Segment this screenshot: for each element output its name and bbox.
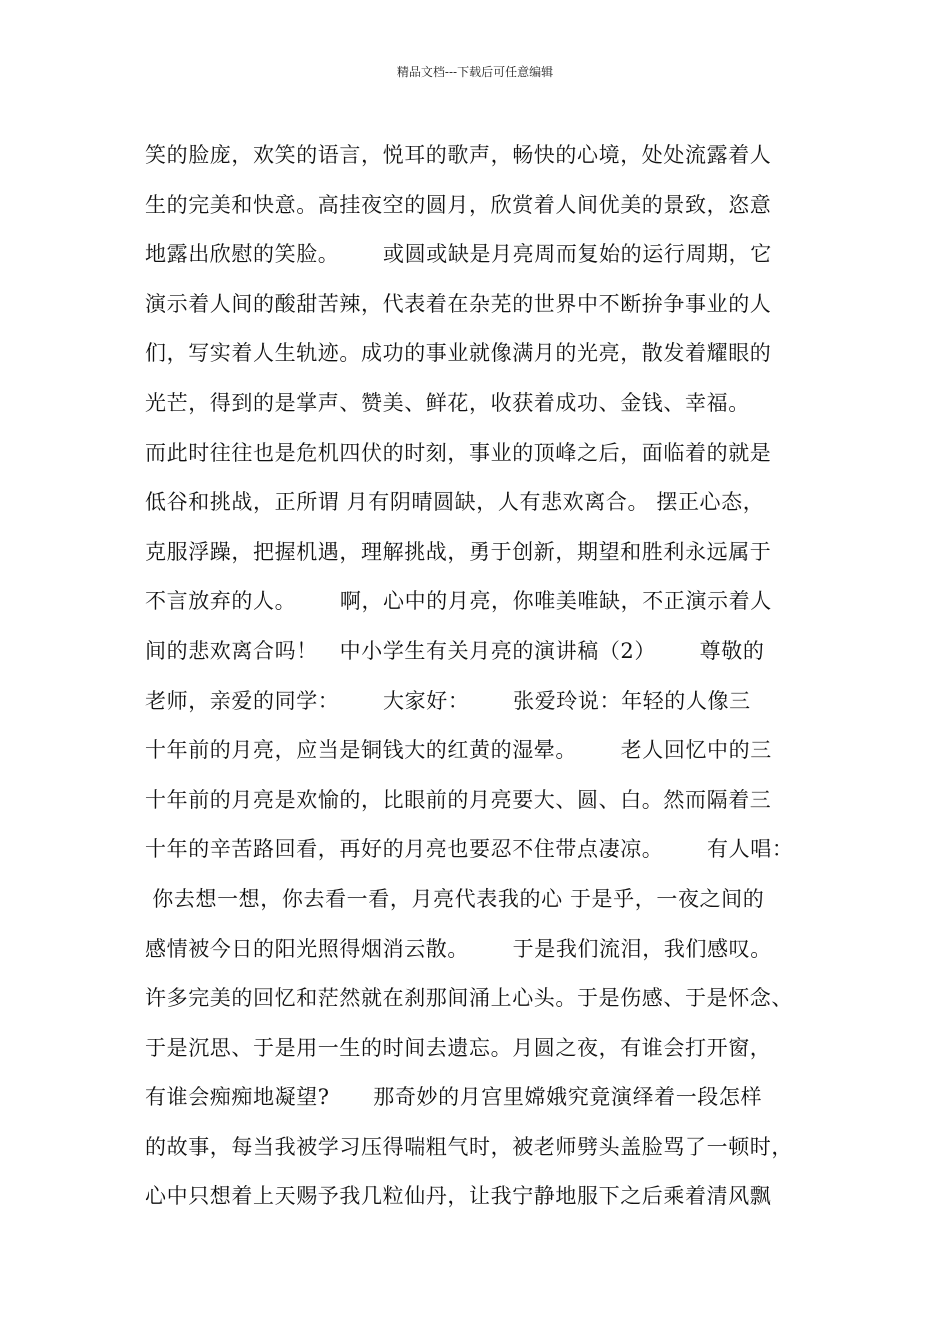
text-line: 克服浮躁，把握机遇，理解挑战，勇于创新，期望和胜利永远属于 [145,539,772,564]
text-line: 低谷和挑战，正所谓 月有阴晴圆缺，人有悲欢离合。 摆正心态， [145,490,765,515]
body-text [145,131,845,1222]
text-line: 十年前的月亮，应当是铜钱大的红黄的湿晕。 老人回忆中的三 [145,738,772,763]
text-line: 地露出欣慰的笑脸。 或圆或缺是月亮周而复始的运行周期，它 [145,242,772,267]
text-line: 不言放弃的人。 啊，心中的月亮，你唯美唯缺，不正演示着人 [145,589,772,614]
text-line: 间的悲欢离合吗！ 中小学生有关月亮的演讲稿（2） 尊敬的 [145,638,765,663]
text-line: 十年前的月亮是欢愉的，比眼前的月亮要大、圆、白。然而隔着三 [145,787,772,812]
text-line: 演示着人间的酸甜苦辣，代表着在杂芜的世界中不断拚争事业的人 [145,291,772,316]
text-line: 你去想一想，你去看一看，月亮代表我的心 于是乎，一夜之间的 [145,886,765,911]
text-line: 老师，亲爱的同学： 大家好： 张爱玲说：年轻的人像三 [145,688,751,713]
text-line: 生的完美和快意。高挂夜空的圆月，欣赏着人间优美的景致，恣意 [145,192,772,217]
text-line: 于是沉思、于是用一生的时间去遗忘。月圆之夜，有谁会打开窗， [145,1035,772,1060]
text-line: 心中只想着上天赐予我几粒仙丹，让我宁静地服下之后乘着清风飘 [145,1184,772,1209]
text-line: 十年的辛苦路回看，再好的月亮也要忍不住带点凄凉。 有人唱： [145,837,794,862]
text-line: 们，写实着人生轨迹。成功的事业就像满月的光亮，散发着耀眼的 [145,341,772,366]
text-line: 的故事，每当我被学习压得喘粗气时，被老师劈头盖脸骂了一顿时， [145,1134,793,1159]
text-line: 感情被今日的阳光照得烟消云散。 于是我们流泪，我们感叹。 [145,936,772,961]
text-line: 有谁会痴痴地凝望? 那奇妙的月宫里嫦娥究竟演绎着一段怎样 [145,1085,763,1110]
text-line: 许多完美的回忆和茫然就在刹那间涌上心头。于是伤感、于是怀念、 [145,986,793,1011]
text-line: 光芒，得到的是掌声、赞美、鲜花，收获着成功、金钱、幸福。 [145,390,750,415]
page-header: 精品文档---下载后可任意编辑 [396,65,554,79]
text-line: 笑的脸庞，欢笑的语言，悦耳的歌声，畅快的心境，处处流露着人 [145,143,772,167]
text-line: 而此时往往也是危机四伏的时刻，事业的顶峰之后，面临着的就是 [145,440,772,465]
